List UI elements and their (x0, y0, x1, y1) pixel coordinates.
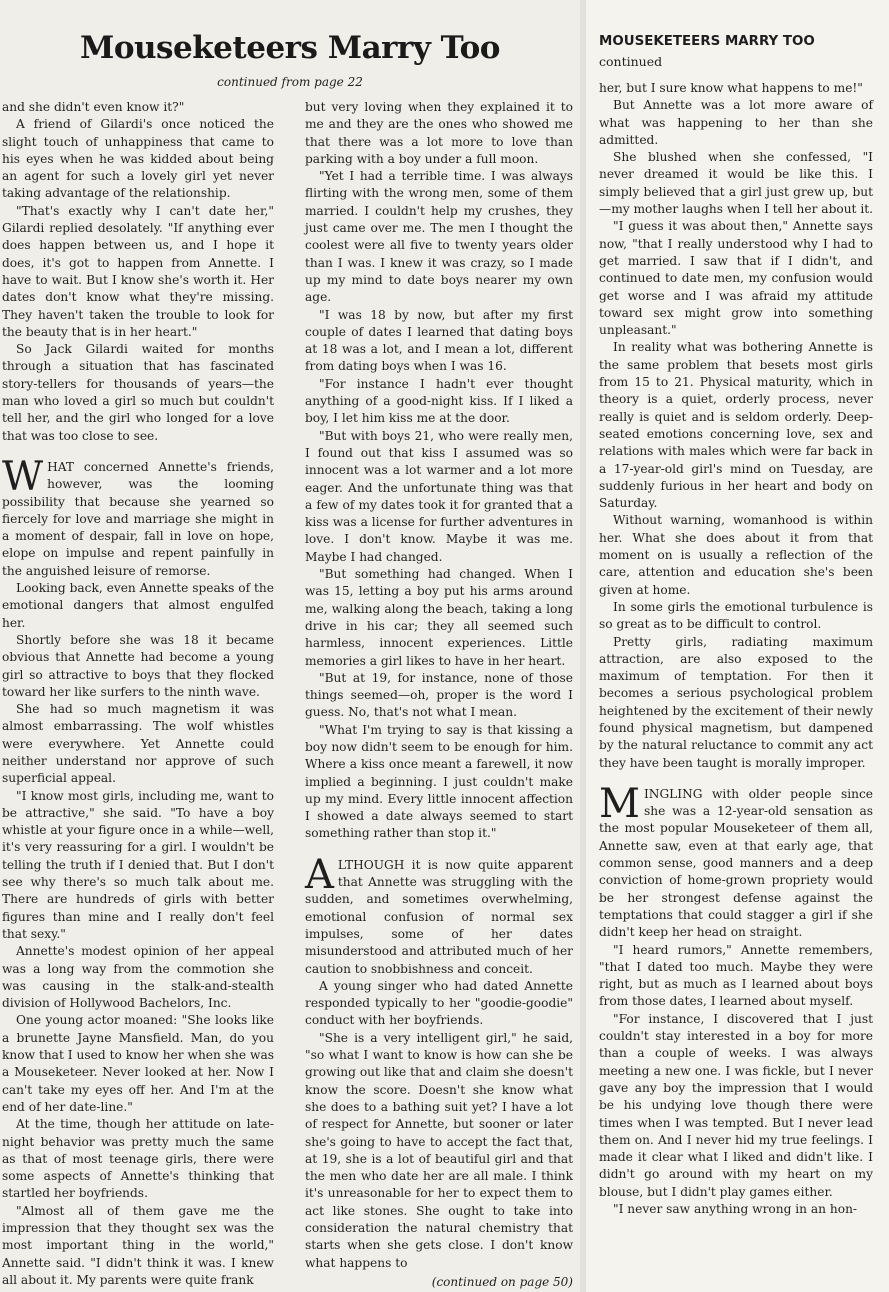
paragraph: "I know most girls, including me, want to be attractive," she said. "To have a boy whistle at your figure once in a while—well, it's very reassuring for a girl. I wouldn't be telling the truth if I denied that. But I don't see why there's so much talk about me. There are hundreds of girls with better figures than mine and I really don't feel that sexy." (2, 788, 274, 941)
dropcap-paragraph (599, 780, 873, 942)
paragraph: "But with boys 21, who were really men, I found out that kiss I assumed was so innocent was a lot warmer and a lot more eager. And the unfortunate thing was that a few of my dates took it for granted that a kiss was a license for further adventures in love. I don't know. Maybe it was me. Maybe I had changed. (305, 428, 573, 564)
article-title: Mouseketeers Marry Too (80, 30, 500, 66)
paragraph: Pretty girls, radiating maximum attraction, are also exposed to the maximum of temptation. For then it becomes a serious psychological problem heightened by the excitement of their newly found physical magnetism, but dampened by the natural reluctance to commit any act they have been taught is morally improper. (599, 634, 873, 770)
drop-cap: A (305, 851, 334, 898)
dropcap-paragraph (305, 851, 573, 978)
dropcap-paragraph (2, 453, 274, 580)
drop-cap: W (2, 453, 44, 500)
paragraph: "But at 19, for instance, none of those things seemed—oh, proper is the word I guess. No, that's not what I mean. (305, 670, 573, 720)
paragraph: "She is a very intelligent girl," he said, "so what I want to know is how can she be growing out like that and claim she doesn't know the score. Doesn't she know what she does to a bathing suit yet? I have a lot of respect for Annette, but sooner or later she's going to have to accept the fact that, at 19, she is a lot of beautiful girl and that the men who date her are all male. I think it's unreasonable for her to expect them to act like stones. She ought to take into consideration the natural chemistry that starts when she gets close. I don't know what happens to (305, 1030, 573, 1270)
paragraph: but very loving when they explained it to me and they are the ones who showed me that there was a lot more to love than parking with a boy under a full moon. (305, 100, 573, 166)
paragraph: "That's exactly why I can't date her," Gilardi replied desolately. "If anything ever does happen between us, and I hope it does, it's got to happen from Annette. I have to wait. But I know she's worth it. Her dates don't know what they're missing. They haven't taken the trouble to look for the beauty that is in her heart." (2, 203, 274, 339)
paragraph: "For instance, I discovered that I just couldn't stay interested in a boy for more than a couple of weeks. I was always meeting a new one. I was fickle, but I never gave any boy the impression that I would be his undying love though there were times when I was tempted. But I never lead them on. And I never hid my true feelings. I made it clear what I liked and didn't like. I didn't go around with my heart on my blouse, but I didn't play games either. (599, 1011, 873, 1199)
paragraph: Annette's modest opinion of her appeal was a long way from the commotion she was causing in the stalk-and-stealth division of Hollywood Bachelors, Inc. (2, 944, 274, 1011)
paragraph: One young actor moaned: "She looks like a brunette Jayne Mansfield. Man, do you know that I used to know her when she was a Mouseketeer. Never looked at her. Now I can't take my eyes off her. And I'm at the end of her date-line." (2, 1013, 274, 1114)
paragraph: In some girls the emotional turbulence is so great as to be difficult to control. (599, 599, 873, 632)
paragraph: She had so much magnetism it was almost embarrassing. The wolf whistles were everywhere. Yet Annette could neither understand nor approve of such superficial appeal. (2, 702, 274, 786)
paragraph: "Yet I had a terrible time. I was always flirting with the wrong men, some of them married. I couldn't help my crushes, they just came over me. The men I thought the coolest were all five to twenty years older than I was. I knew it was crazy, so I made up my mind to date boys nearer my own age. (305, 169, 573, 305)
paragraph: "But something had changed. When I was 15, letting a boy put his arms around me, walking along the beach, taking a long drive in his car; they all seemed such harmless, innocent experiences. Little memories a girl likes to have in her heart. (305, 567, 573, 668)
continued-from-note: continued from page 22 (217, 75, 363, 89)
paragraph: So Jack Gilardi waited for months through a situation that has fascinated story-tellers for thousands of years—the man who loved a girl so much but couldn't tell her, and the girl who longed for a love that was too close to see. (2, 342, 274, 443)
right-page-subtitle: continued (599, 54, 663, 69)
paragraph: "For instance I hadn't ever thought anything of a good-night kiss. If I liked a boy, I let him kiss me at the door. (305, 376, 573, 426)
paragraph: "What I'm trying to say is that kissing a boy now didn't seem to be enough for him. Where a kiss once meant a farewell, it now implied a beginning. I just couldn't make up my mind. Every little innocent affection I showed a date always seemed to start something rather than stop it." (305, 722, 573, 841)
left-column-1 (2, 99, 274, 1287)
paragraph: At the time, though her attitude on late-night behavior was pretty much the same as that of most teenage girls, there were some aspects of Annette's thinking that startled her boyfriends. (2, 1117, 274, 1201)
paragraph: Without warning, womanhood is within her. What she does about it from that moment on is usually a reflection of the care, attention and education she's been given at home. (599, 513, 873, 597)
paragraph: "I guess it was about then," Annette says now, "that I really understood why I had to get married. I saw that if I didn't, and continued to date men, my confusion would get worse and I was afraid my attitude toward sex might grow into something unpleasant." (599, 219, 873, 338)
dropcap-text: LTHOUGH it is now quite apparent that Annette was struggling with the sudden, and sometimes overwhelming, emotional confusion of normal sex impulses, some of her dates misunderstood and attributed much of her caution to snobbishness and conceit. (305, 857, 573, 976)
paragraph: A friend of Gilardi's once noticed the slight touch of unhappiness that came to his eyes when he was kidded about being an agent for such a lovely girl yet never taking advantage of the relationship. (2, 117, 274, 201)
paragraph: But Annette was a lot more aware of what was happening to her than she admitted. (599, 98, 873, 147)
paragraph: In reality what was bothering Annette is the same problem that besets most girls from 15 to 21. Physical maturity, which in theory is a quiet, orderly process, never really is quiet and is seldom orderly. Deep-seated emotions concerning love, sex and relations with males which were far back in a 17-year-old girl's mind on Tuesday, are suddenly furious in her heart and body on Saturday. (599, 340, 873, 511)
paragraph: A young singer who had dated Annette responded typically to her "goodie-goodie" conduct with her boyfriends. (305, 978, 573, 1028)
paragraph: Looking back, even Annette speaks of the emotional dangers that almost engulfed her. (2, 581, 274, 630)
continued-on-note: (continued on page 50) (431, 1274, 573, 1289)
paragraph: "I heard rumors," Annette remembers, "that I dated too much. Maybe they were right, but as much as I learned about boys from those dates, I learned about myself. (599, 942, 873, 1009)
paragraph: "Almost all of them gave me the impression that they thought sex was the most important thing in the world," Annette said. "I didn't think it was. I knew all about it. My parents were quite frank (2, 1203, 274, 1287)
dropcap-text: HAT concerned Annette's friends, however, was the looming possibility that because she yearned so fiercely for love and marriage she might in a moment of despair, fall in love on hope, elope on impulse and repent painfully in the anguished leisure of remorse. (2, 459, 274, 578)
paragraph: "I never saw anything wrong in an hon- (613, 1202, 858, 1216)
dropcap-text: INGLING with older people since she was a 12-year-old sensation as the most popular Mouseketeer of them all, Annette saw, even at that early age, that common sense, good manners and a deep conviction of home-grown propriety would be her strongest defense against the temptations that could stagger a girl if she didn't keep her head on straight. (599, 786, 873, 940)
drop-cap: M (599, 780, 640, 827)
paragraph: her, but I sure know what happens to me!" (599, 81, 863, 95)
paragraph: and she didn't even know it?" (2, 100, 185, 114)
paragraph: Shortly before she was 18 it became obvious that Annette had become a young girl so attractive to boys that they flocked toward her like surfers to the ninth wave. (2, 632, 274, 699)
paragraph: "I was 18 by now, but after my first couple of dates I learned that dating boys at 18 was a lot, and I mean a lot, different from dating boys when I was 16. (305, 307, 573, 374)
right-page-title: MOUSEKETEERS MARRY TOO (599, 34, 815, 49)
paragraph: She blushed when she confessed, "I never dreamed it would be like this. I simply believed that a girl just grew up, but—my mother laughs when I tell her about it. (599, 150, 873, 217)
right-column (599, 80, 873, 1250)
left-column-2 (305, 99, 573, 1289)
